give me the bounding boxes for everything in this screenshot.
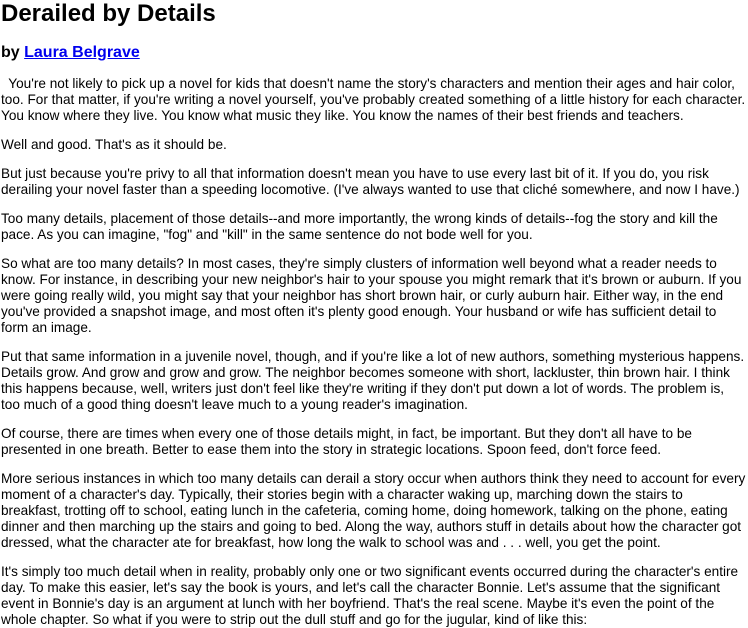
- paragraph: But just because you're privy to all that information doesn't mean you have to use every last bit of it. If you do, you risk derailing your novel faster than a speeding locomotive. (I've always wanted to use that cliché somewhere, and now I have.): [1, 166, 740, 197]
- paragraph: Of course, there are times when every one of those details might, in fact, be important. But they don't all have to be presented in one breath. Better to ease them into the story in strategic locations. Spoon feed, don't force feed.: [1, 426, 692, 457]
- paragraph: You're not likely to pick up a novel for kids that doesn't name the story's characters and mention their ages and hair color, too. For that matter, if you're writing a novel yourself, you've probably created something of a little history for each character. You know where they live. You know what music they like. You know the names of their best friends and teachers.: [1, 76, 746, 123]
- paragraph: It's simply too much detail when in reality, probably only one or two significant events occurred during the character's entire day. To make this easier, let's say the book is yours, and let's call the character Bonnie. Let's assume that the significant event in Bonnie's day is an argument at lunch with her boyfriend. That's the real scene. Maybe it's even the point of the whole chapter. So what if you were to strip out the dull stuff and go for the jugular, kind of like this:: [1, 564, 739, 627]
- paragraph: Too many details, placement of those details--and more importantly, the wrong kinds of details--fog the story and kill the pace. As you can imagine, "fog" and "kill" in the same sentence do not bode well for you.: [1, 211, 718, 242]
- byline-prefix: by: [1, 44, 25, 61]
- paragraph: More serious instances in which too many details can derail a story occur when authors think they need to account for every moment of a character's day. Typically, their stories begin with a character waking up, marching down the stairs to breakfast, trotting off to school, eating lunch in the cafeteria, coming home, doing homework, talking on the phone, eating dinner and then marching up the stairs and going to bed. Along the way, authors stuff in details about how the character got dressed, what the character ate for breakfast, how long the walk to school was and . . . well, you get the point.: [1, 471, 746, 550]
- paragraph: Well and good. That's as it should be.: [1, 137, 227, 152]
- byline: [1, 44, 748, 62]
- author-link[interactable]: Laura Belgrave: [24, 44, 140, 61]
- paragraph: So what are too many details? In most cases, they're simply clusters of information well beyond what a reader needs to know. For instance, in describing your new neighbor's hair to your spouse you might remark that it's brown or auburn. If you were going really wild, you might say that your neighbor has short brown hair, or curly auburn hair. Either way, in the end you've provided a snapshot image, and most often it's plenty good enough. Your husband or wife has sufficient detail to form an image.: [1, 256, 742, 335]
- article-title: Derailed by Details: [1, 0, 216, 27]
- paragraph: Put that same information in a juvenile novel, though, and if you're like a lot of new authors, something mysterious happens. Details grow. And grow and grow and grow. The neighbor becomes someone with short, lackluster, thin brown hair. I think this happens because, well, writers just don't feel like they're writing if they don't put down a lot of words. The problem is, too much of a good thing doesn't leave much to a young reader's imagination.: [1, 349, 745, 412]
- article-body: [1, 76, 748, 628]
